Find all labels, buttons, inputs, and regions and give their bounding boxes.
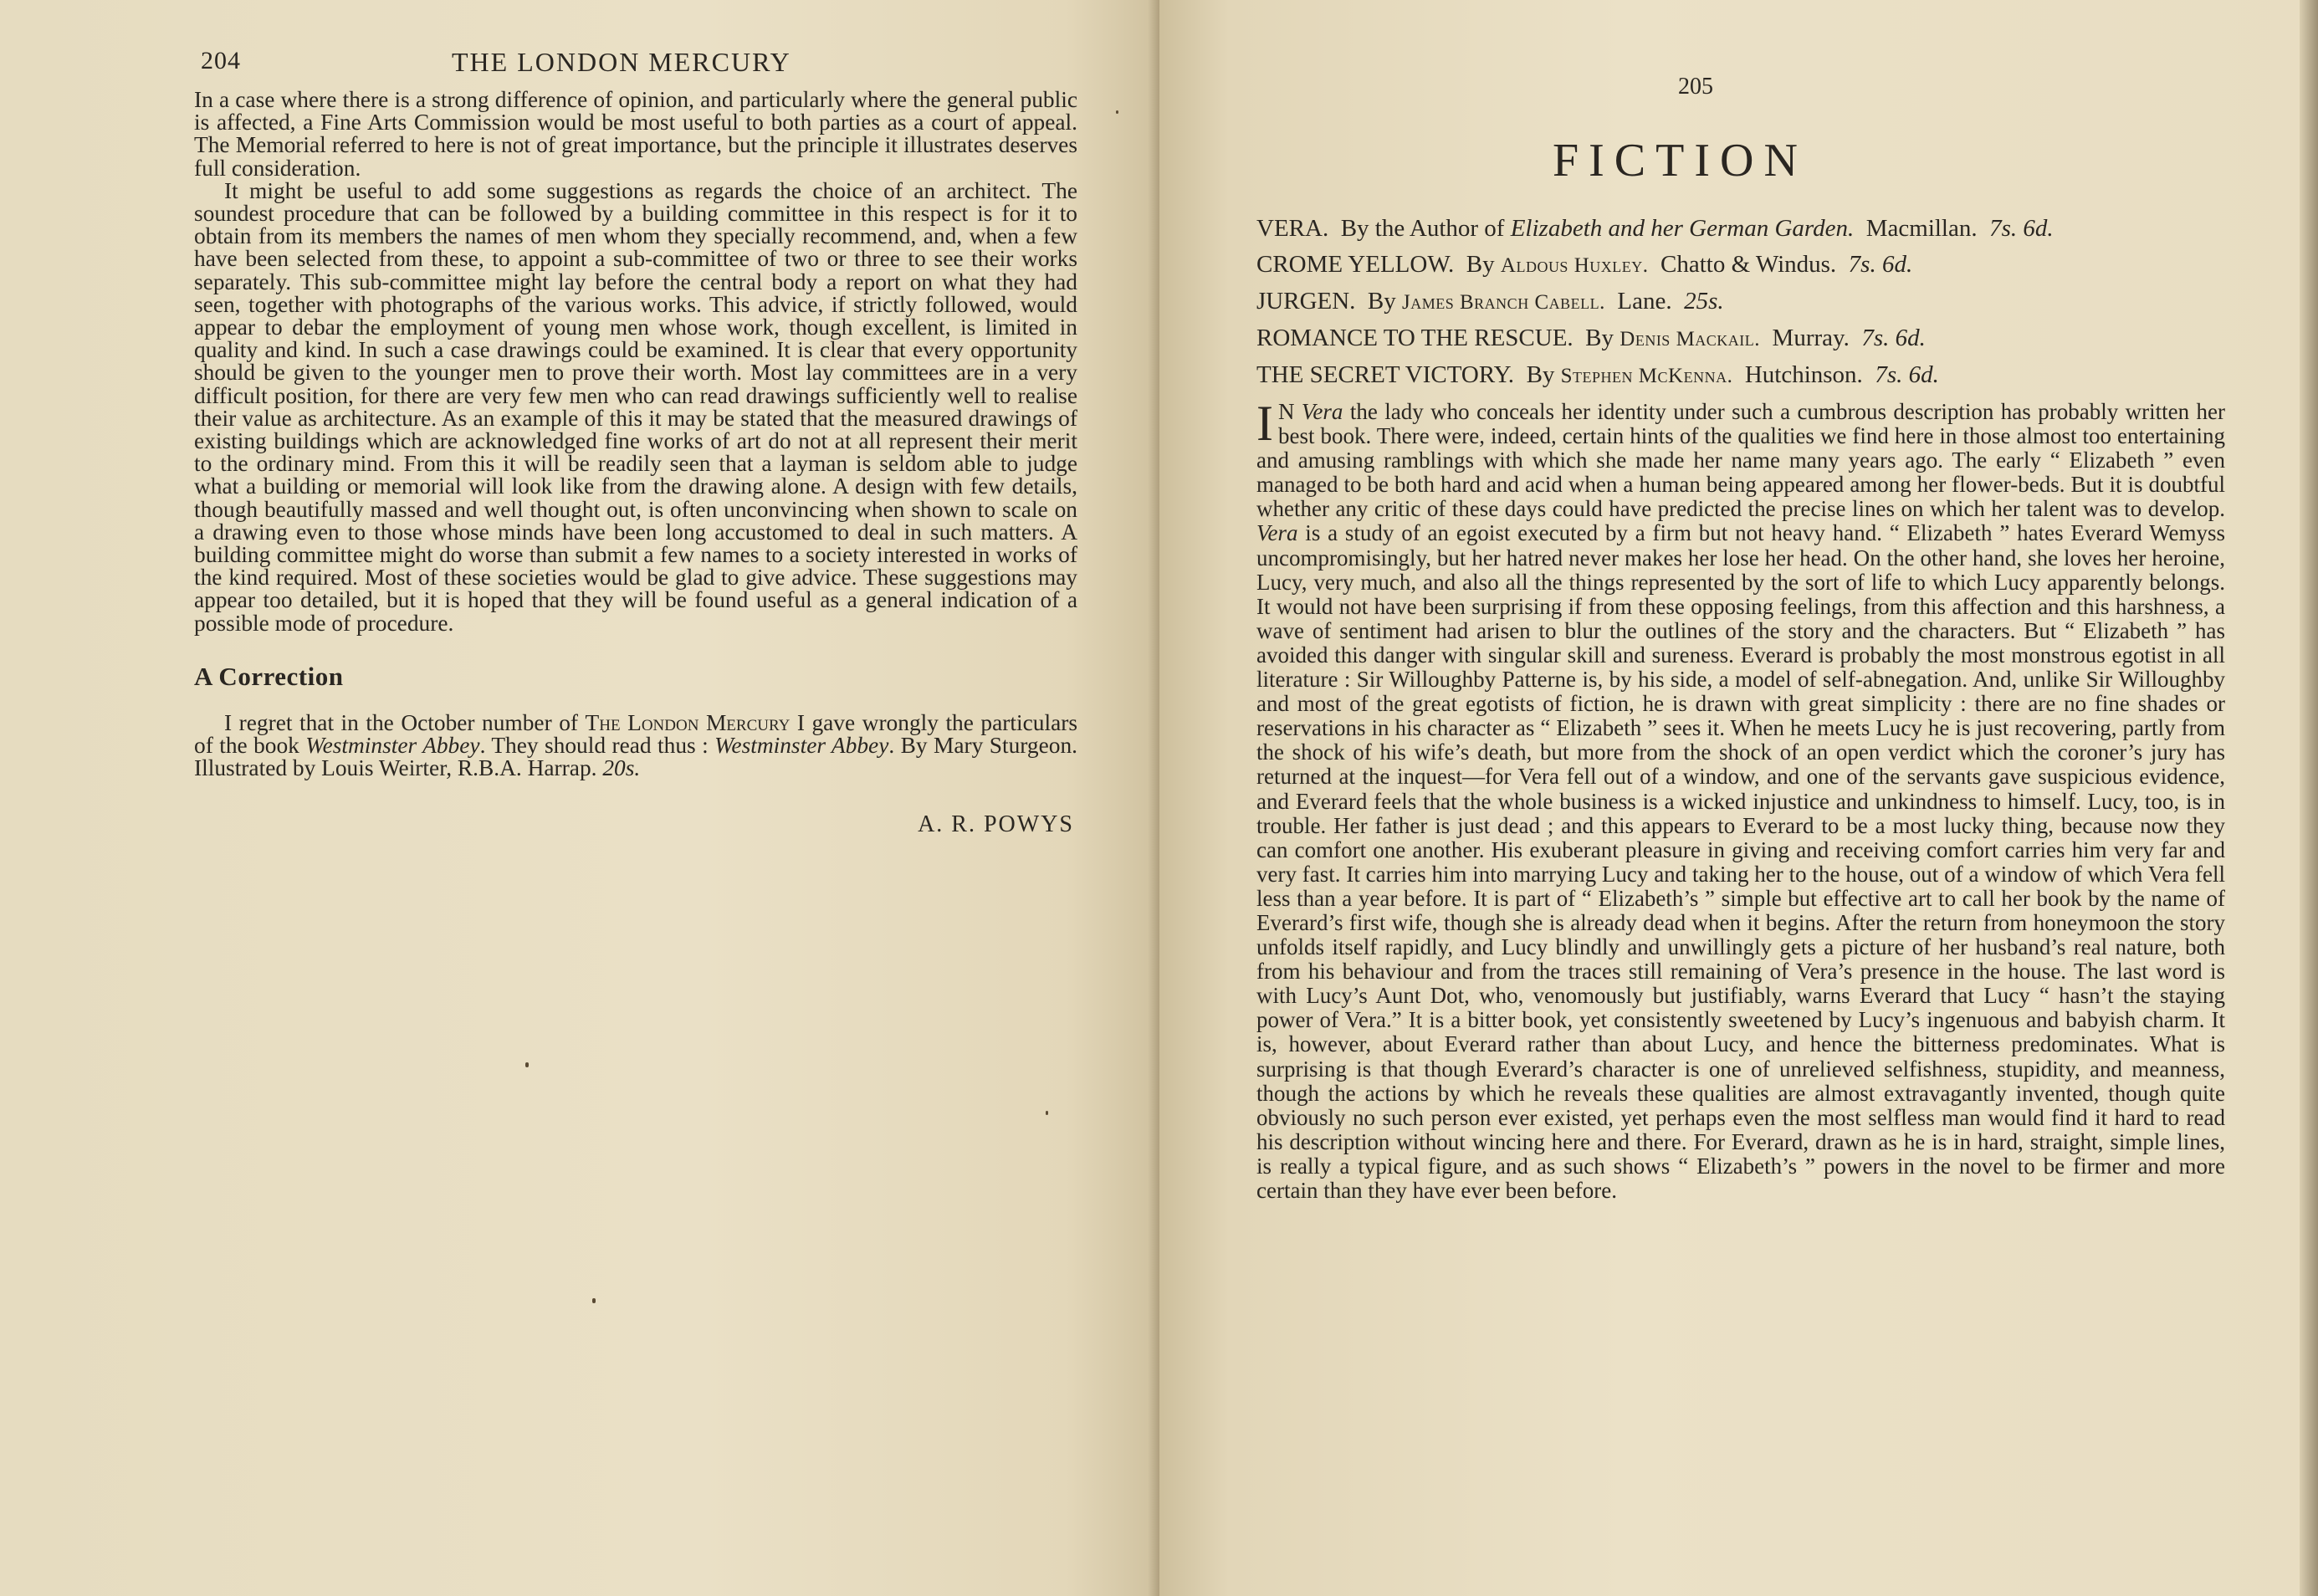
book-entry: THE SECRET VICTORY. By Stephen McKenna. Hutchinson. 7s. 6d. bbox=[1256, 361, 1939, 388]
correction-heading: A Correction bbox=[194, 661, 344, 691]
page-number: 204 bbox=[201, 47, 241, 74]
page-edge bbox=[2300, 0, 2318, 1596]
paragraph: In a case where there is a strong difference of opinion, and particularly where the general public is affected, a Fine Arts Commission would be most useful to both parties as a court of appeal. The Memorial referred to here is not of great importance, but the principle it illustrates deserves full consideration. bbox=[194, 87, 1077, 181]
book-entry: ROMANCE TO THE RESCUE. By Denis Mackail. Murray. 7s. 6d. bbox=[1256, 325, 1926, 351]
correction-text: I regret that in the October number of The London Mercury I gave wrongly the particulars of the book Westminster Abbey. They should read thus : Westminster Abbey. By Mary Sturgeon. Illustrated by Louis Weirter, R.B.A. Harrap. 20s. bbox=[194, 709, 1078, 781]
page-number: 205 bbox=[1678, 74, 1713, 100]
running-head bbox=[201, 47, 1087, 80]
running-title: THE LONDON MERCURY bbox=[452, 47, 791, 77]
left-column bbox=[194, 89, 1077, 838]
paragraph: It might be useful to add some suggestions as regards the choice of an architect. The soundest procedure that can be followed by a building committee in this respect is for it to obtain from its members the names of men whom they specially recommend, and, when a few have been selected from these, to appoint a sub-committee of two or three to see their works separately. This sub-committee might lay before the central body a report on what they had seen, together with photographs of the various works. This advice, if strictly followed, would appear to debar the employment of young men whose work, though excellent, is limited in quality and kind. In such a case drawings could be examined. It is clear that every opportunity should be given to the younger men to prove their worth. Most lay committees are in a very difficult position, for there are very few men who can read drawings sufficiently well to realise their value as architecture. As an example of this it may be stated that the measured drawings of existing buildings which are acknowledged fine works of art do not at all represent their merit to the ordinary mind. From this it will be readily seen that a layman is seldom able to judge what a building or memorial will look like from the drawing alone. A design with few details, though beautifully massed and well thought out, is often unconvincing when shown to scale on a drawing even to those whose minds have been long accustomed to deal in such matters. A building committee might do worse than submit a few names to a society interested in works of the kind required. Most of these societies would be glad to give advice. These suggestions may appear too detailed, but it is hoped that they will be found useful as a general indication of a possible mode of procedure. bbox=[194, 177, 1077, 636]
book-entry: JURGEN. By James Branch Cabell. Lane. 25s. bbox=[1256, 288, 1724, 315]
book-entry: CROME YELLOW. By Aldous Huxley. Chatto & Windus. 7s. 6d. bbox=[1256, 251, 1913, 278]
signature: A. R. POWYS bbox=[918, 811, 1074, 838]
right-page bbox=[1159, 0, 2318, 1596]
review-column bbox=[1256, 396, 2225, 1203]
drop-cap: I bbox=[1256, 396, 1273, 451]
book-list bbox=[1256, 211, 2244, 394]
section-title: FICTION bbox=[1553, 135, 1808, 187]
review-text: I N Vera the lady who conceals her identity under such a cumbrous description has probably written her best book. There were, indeed, certain hints of the qualities we find here in those almost too entertaining and amusing ramblings with which she made her name many years ago. The early “ Elizabeth ” even managed to be both hard and acid when a human being appeared among her flower-beds. But it is doubtful whether any critic of these days could have predicted the precise lines on which her talent was to develop. Vera is a study of an egoist executed by a firm but not heavy hand. “ Elizabeth ” hates Everard Wemyss uncompromisingly, but her hatred never makes her lose her head. On the other hand, she loves her heroine, Lucy, very much, and also all the things represented by the sort of life to which Lucy apparently belongs. It would not have been surprising if from these opposing feelings, from this affection and this harshness, a wave of sentiment had arisen to blur the outlines of the story and the characters. But “ Elizabeth ” has avoided this danger with singular skill and sureness. Everard is probably the most monstrous egotist in all literature : Sir Willoughby Patterne is, by his side, a model of self-abnegation. And, unlike Sir Willoughby and most of the great egotists of fiction, he is drawn with great simplicity : there are no fine shades or reservations in his character as “ Elizabeth ” sees it. When he meets Lucy he is just recovering, partly from the shock of his wife’s death, but more from the shock of an open verdict which the coroner’s jury has returned at the inquest—for Vera fell out of a window, and one of the servants gave suspicious evidence, and Everard feels that the whole business is a wicked injustice and unkindness to himself. Lucy, too, is in trouble. Her father is just dead ; and this appears to Everard to be a most lucky thing, because now they can comfort one another. His exuberant pleasure in giving and receiving comfort carries him very far and very fast. It carries him into marrying Lucy and taking her to the house, out of a window of which Vera fell less than a year before. It is part of “ Elizabeth’s ” simple but effective art to call her book by the name of Everard’s first wife, though she is already dead when it begins. After the return from honeymoon the story unfolds itself rapidly, and Lucy blindly and unwillingly gets a picture of her husband’s real nature, both from his behaviour and from the traces still remaining of Vera’s presence in the house. The last word is with Lucy’s Aunt Dot, who, venomously but justifiably, warns Everard that Lucy “ hasn’t the staying power of Vera.” It is a bitter book, yet consistently sweetened by Lucy’s ingenuous and babyish charm. It is, however, about Everard rather than about Lucy, and hence the bitterness predominates. What is surprising is that though Everard’s character is one of unrelieved selfishness, stupidity, and meanness, though the actions by which he reveals these qualities are almost extravagantly invented, though quite obviously no such person ever existed, yet perhaps even the most selfless man would find it hard to read his description without wincing here and there. For Everard, drawn as he is in hard, straight, simple lines, is really a typical figure, and as such shows “ Elizabeth’s ” powers in the novel to be firmer and more certain than they have ever been before. bbox=[1256, 396, 2225, 1203]
book-entry: VERA. By the Author of Elizabeth and her German Garden. Macmillan. 7s. 6d. bbox=[1256, 215, 2054, 242]
